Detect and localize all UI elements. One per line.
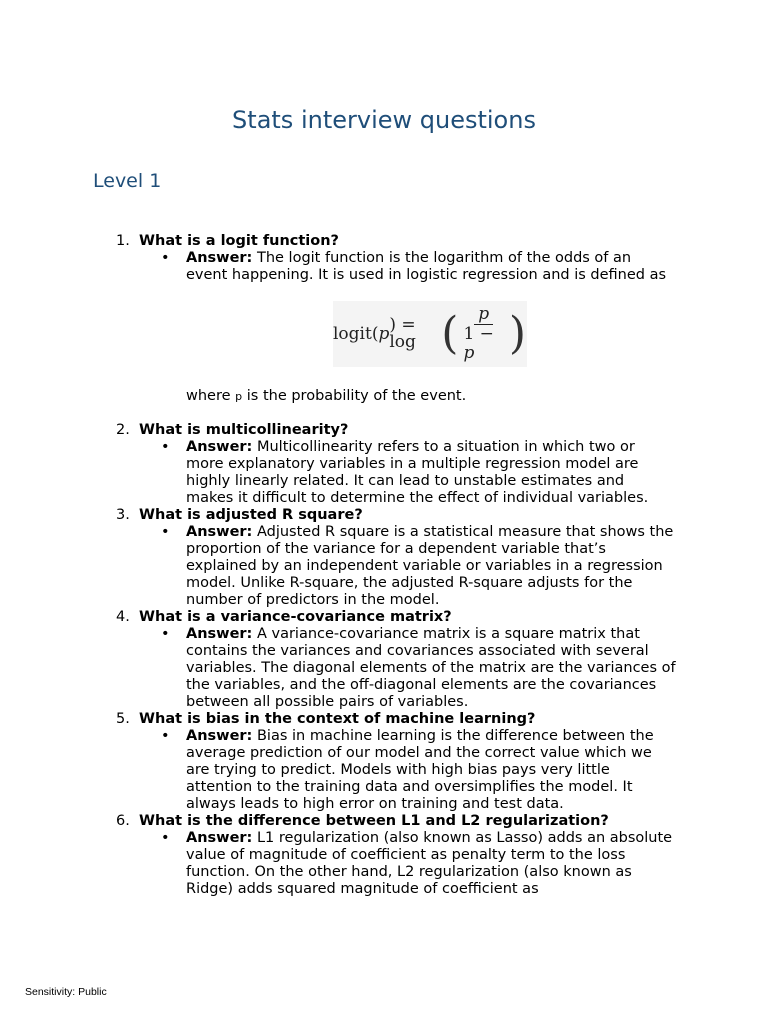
answer-text: A variance-covariance matrix is a square matrix that contains the variances and covariances associated with several variables. The diagonal elements of the matrix are the variances of the variables, and the off-diagonal elements are the covariances between all possible pairs of variables. bbox=[186, 626, 676, 710]
answer-text: L1 regularization (also known as Lasso) adds an absolute value of magnitude of coefficient as penalty term to the loss function. On the other hand, L2 regularization (also known as Ridge) adds squared magnitude of coefficient as bbox=[186, 830, 673, 897]
answer-label: Answer: bbox=[186, 439, 253, 455]
answer-block bbox=[161, 250, 676, 405]
question-text: What is adjusted R square? bbox=[139, 507, 363, 523]
where-var: p bbox=[235, 390, 243, 403]
question-item bbox=[0, 233, 768, 422]
sensitivity-footer: Sensitivity: Public bbox=[25, 986, 107, 998]
bullet-icon: • bbox=[161, 728, 170, 744]
answer-block bbox=[161, 439, 676, 507]
formula-denominator bbox=[461, 325, 505, 363]
formula-explanation bbox=[186, 388, 676, 405]
section-heading-level-1: Level 1 bbox=[93, 170, 162, 192]
where-prefix: where bbox=[186, 388, 236, 404]
answer-label: Answer: bbox=[186, 250, 253, 266]
question-text: What is a logit function? bbox=[139, 233, 339, 249]
left-paren: ( bbox=[441, 308, 459, 359]
question-item bbox=[0, 813, 768, 898]
answer-text: Bias in machine learning is the difference between the average prediction of our model and the correct value which we are trying to predict. Models with high bias pays very little attention to the training data and oversimplifies the model. It always leads to high error on training and test data. bbox=[186, 728, 654, 812]
question-number: 2. bbox=[116, 422, 130, 438]
question-list bbox=[0, 233, 768, 898]
answer-text: The logit function is the logarithm of the odds of an event happening. It is used in logistic regression and is defined as bbox=[186, 250, 667, 283]
question-text: What is a variance-covariance matrix? bbox=[139, 609, 452, 625]
answer-text: Adjusted R square is a statistical measure that shows the proportion of the variance for a dependent variable that’s explained by an independent variable or variables in a regression model. Unlike R-square, the adjusted R-square adjusts for the number of predictors in the model. bbox=[186, 524, 674, 608]
question-number: 3. bbox=[116, 507, 130, 523]
spacer bbox=[139, 405, 768, 422]
bullet-icon: • bbox=[161, 439, 170, 455]
question-text: What is the difference between L1 and L2 regularization? bbox=[139, 813, 609, 829]
question-text: What is multicollinearity? bbox=[139, 422, 349, 438]
formula-rhs: ) = log bbox=[389, 315, 416, 352]
question-number: 4. bbox=[116, 609, 130, 625]
answer-label: Answer: bbox=[186, 524, 253, 540]
question-item bbox=[0, 507, 768, 609]
question-item bbox=[0, 609, 768, 711]
answer-block bbox=[161, 728, 676, 813]
bullet-icon: • bbox=[161, 250, 170, 266]
logit-formula bbox=[333, 301, 527, 367]
answer-label: Answer: bbox=[186, 830, 253, 846]
where-suffix: is the probability of the event. bbox=[242, 388, 467, 404]
answer-text: Multicollinearity refers to a situation in which two or more explanatory variables in a multiple regression model are highly linearly related. It can lead to unstable estimates and makes it difficult to determine the effect of individual variables. bbox=[186, 439, 649, 506]
question-item bbox=[0, 422, 768, 507]
bullet-icon: • bbox=[161, 830, 170, 846]
formula-numerator: p bbox=[474, 305, 493, 325]
answer-label: Answer: bbox=[186, 728, 253, 744]
question-number: 1. bbox=[116, 233, 130, 249]
right-paren: ) bbox=[508, 308, 526, 359]
bullet-icon: • bbox=[161, 626, 170, 642]
answer-block bbox=[161, 830, 676, 898]
answer-label: Answer: bbox=[186, 626, 253, 642]
page-title: Stats interview questions bbox=[232, 106, 536, 134]
formula-var: p bbox=[378, 323, 390, 344]
denominator-prefix: 1 − bbox=[463, 324, 494, 344]
answer-block bbox=[161, 524, 676, 609]
answer-block bbox=[161, 626, 676, 711]
bullet-icon: • bbox=[161, 524, 170, 540]
question-number: 6. bbox=[116, 813, 130, 829]
formula-fraction bbox=[461, 305, 505, 363]
question-item bbox=[0, 711, 768, 813]
formula-lhs: logit( bbox=[333, 323, 379, 344]
question-text: What is bias in the context of machine learning? bbox=[139, 711, 536, 727]
question-number: 5. bbox=[116, 711, 130, 727]
denominator-var: p bbox=[463, 343, 475, 363]
